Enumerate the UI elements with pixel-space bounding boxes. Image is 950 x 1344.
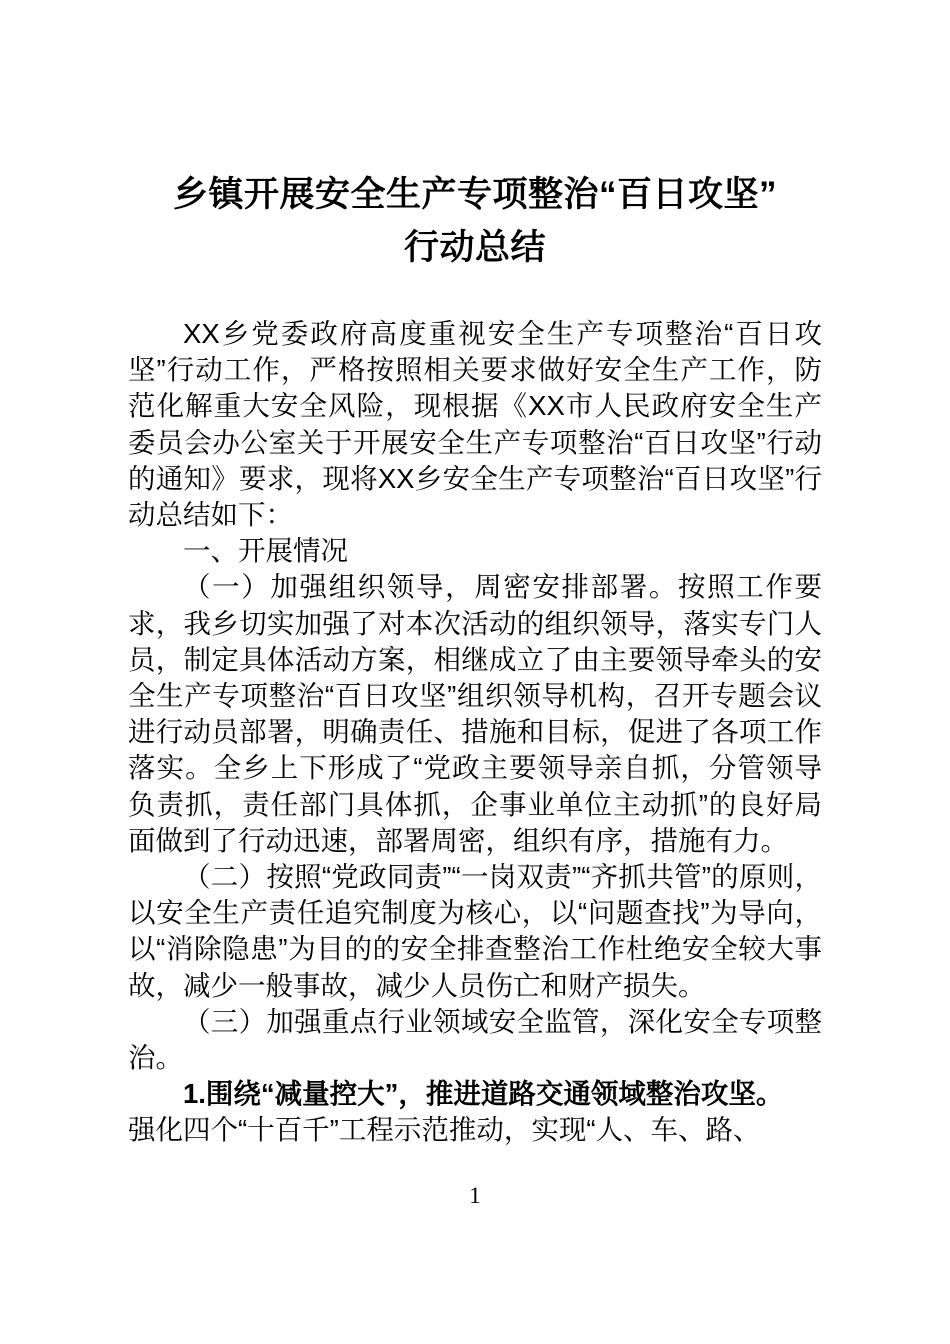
document-body: [128, 316, 822, 1149]
paragraph-item-3-1-heading: 1.围绕“减量控大”，推进道路交通领域整治攻坚。: [183, 1078, 784, 1110]
paragraph-item-2: （二）按照“党政同责”“一岗双责”“齐抓共管”的原则，以安全生产责任追究制度为核心，以“问题查找”为导向，以“消除隐患”为目的的安全排查整治工作杜绝安全较大事故，减少一般事故，减少人员伤亡和财产损失。: [128, 861, 822, 1001]
paragraph-section-one-heading: 一、开展情况: [183, 535, 348, 567]
document-title-line-2: 行动总结: [403, 228, 546, 267]
paragraph-item-3-1-continuation: 强化四个“十百千”工程示范推动，实现“人、车、路、: [128, 1114, 761, 1146]
paragraph-item-1: （一）加强组织领导，周密安排部署。按照工作要求，我乡切实加强了对本次活动的组织领导，落实专门人员，制定具体活动方案，相继成立了由主要领导牵头的安全生产专项整治“百日攻坚”组织领导机构，召开专题会议进行动员部署，明确责任、措施和目标，促进了各项工作落实。全乡上下形成了“党政主要领导亲自抓，分管领导负责抓，责任部门具体抓，企事业单位主动抓”的良好局面做到了行动迅速，部署周密，组织有序，措施有力。: [128, 571, 822, 856]
page-number: 1: [469, 1183, 481, 1208]
document-title-line-1: 乡镇开展安全生产专项整治“百日攻坚”: [172, 175, 777, 214]
paragraph-item-3: （三）加强重点行业领域安全监管，深化安全专项整治。: [128, 1005, 822, 1074]
paragraph-intro: XX乡党委政府高度重视安全生产专项整治“百日攻坚”行动工作，严格按照相关要求做好安全生产工作，防范化解重大安全风险，现根据《XX市人民政府安全生产委员会办公室关于开展安全生产专项整治“百日攻坚”行动的通知》要求，现将XX乡安全生产专项整治“百日攻坚”行动总结如下：: [128, 318, 822, 531]
document-content: [128, 0, 822, 1149]
